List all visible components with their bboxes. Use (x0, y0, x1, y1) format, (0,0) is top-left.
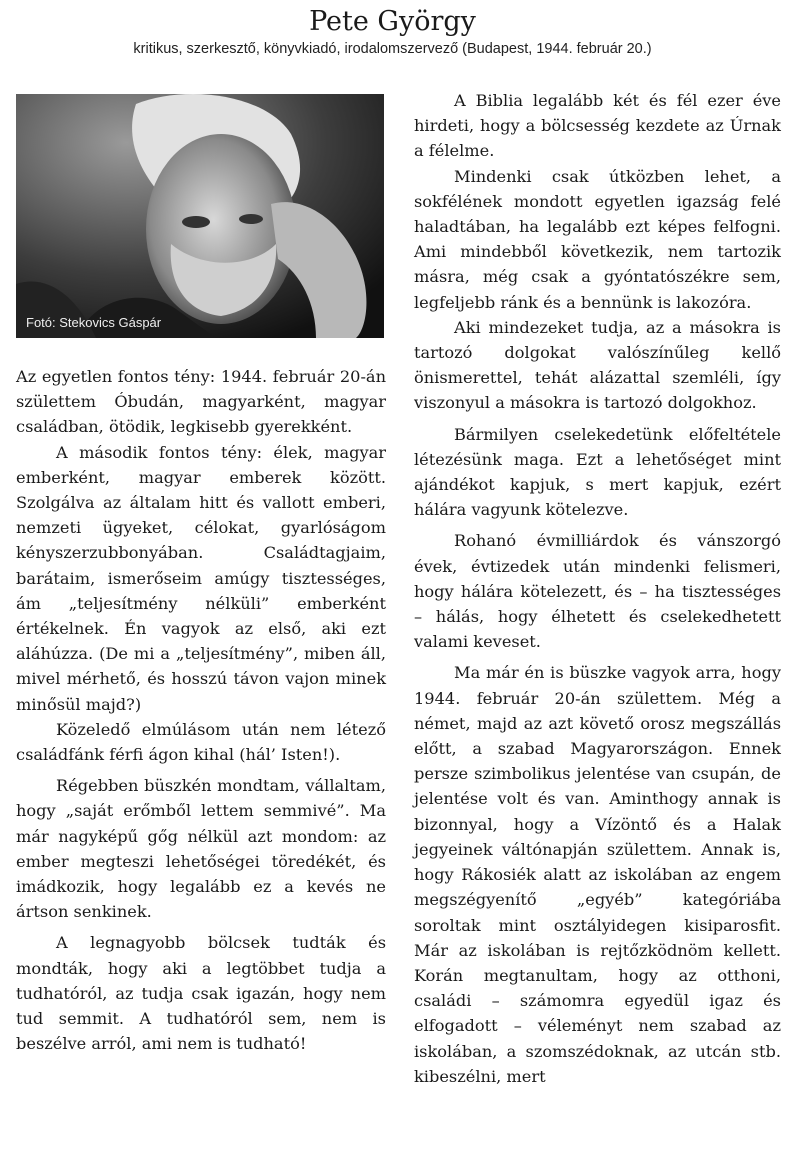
paragraph: Az egyetlen fontos tény: 1944. február 20-án születtem Óbudán, magyarként, magyar családban, ötödik, legkisebb gyerekként. (16, 367, 386, 437)
paragraph: Rohanó évmilliárdok és vánszorgó évek, évtizedek után mindenki felismeri, hogy hálára kötelezett, és – ha tisztességes – hálás, hogy élhetett és cselekedhetett valami keveset. (414, 531, 781, 652)
right-column (414, 88, 781, 1089)
paragraph: Mindenki csak útközben lehet, a sokfélének mondott egyetlen igazság felé haladtában, ha legalább ezt képes felfogni. Ami mindebből következik, nem tartozik másra, még csak a gyóntatószékre sem, legfeljebb ránk és a bennünk is lakozóra. (414, 166, 781, 312)
paragraph: A Biblia legalább két és fél ezer éve hirdeti, hogy a bölcsesség kezdete az Úrnak a félelme. (414, 91, 781, 161)
left-column (16, 364, 386, 1056)
photo-caption: Fotó: Stekovics Gáspár (26, 315, 162, 330)
portrait-image (16, 94, 384, 338)
page-subtitle: kritikus, szerkesztő, könyvkiadó, irodalomszervező (Budapest, 1944. február 20.) (133, 41, 652, 57)
page-title: Pete György (309, 6, 476, 37)
paragraph: A második fontos tény: élek, magyar emberként, magyar emberek között. Szolgálva az általam hitt és vallott emberi, nemzeti ügyeket, célokat, gyarlóságom kényszerzubbonyában. Családtagjaim, barátaim, ismerőseim amúgy tisztességes, ám „teljesítmény nélküli” emberként értékelnek. Én vagyok az első, aki ezt aláhúzza. (De mi a „teljesítmény”, miben áll, mivel mérhető, és hosszú távon vajon minek minősül majd?) (16, 442, 386, 714)
paragraph: Aki mindezeket tudja, az a másokra is tartozó dolgokat valószínűleg kellő önismerettel, tehát alázattal szemléli, így viszonyul a másokra is tartozó dolgokhoz. (414, 317, 781, 413)
paragraph: Bármilyen cselekedetünk előfeltétele létezésünk maga. Ezt a lehetőséget mint ajándékot kapjuk, s mert kapjuk, ezért hálára vagyunk kötelezve. (414, 424, 781, 520)
portrait-photo (16, 94, 384, 338)
paragraph: A legnagyobb bölcsek tudták és mondták, hogy aki a legtöbbet tudja a tudhatóról, az tudja csak igazán, hogy nem tud semmit. A tudhatóról sem, nem is beszélve arról, ami nem is tudható! (16, 933, 386, 1054)
paragraph: Ma már én is büszke vagyok arra, hogy 1944. február 20-án születtem. Még a német, majd az azt követő orosz megszállás előtt, a szabad Magyarországon. Ennek persze szimbolikus jelentése van csupán, de jelentése volt és van. Aminthogy annak is bizonnyal, hogy a Vízöntő és a Halak jegyeinek váltónapján születtem. Annak is, hogy Rákosiék alatt az iskolában az engem megszégyenítő „egyéb” kategóriába soroltak mint osztályidegen kisiparosfit. Már az iskolában is rejtőzködnöm kellett. Korán megtanultam, hogy az otthoni, családi – számomra egyedül igaz és elfogadott – véleményt nem szabad az iskolában, a szomszédoknak, az utcán stb. kibeszélni, mert (414, 663, 781, 1086)
paragraph: Közeledő elmúlásom után nem létező családfánk férfi ágon kihal (hál’ Isten!). (16, 719, 386, 765)
paragraph: Régebben büszkén mondtam, vállaltam, hogy „saját erőmből lettem semmivé”. Ma már nagyképű gőg nélkül azt mondom: az ember megteszi lehetőségei töredékét, és imádkozik, hogy legalább ez a kevés ne ártson senkinek. (16, 776, 386, 922)
